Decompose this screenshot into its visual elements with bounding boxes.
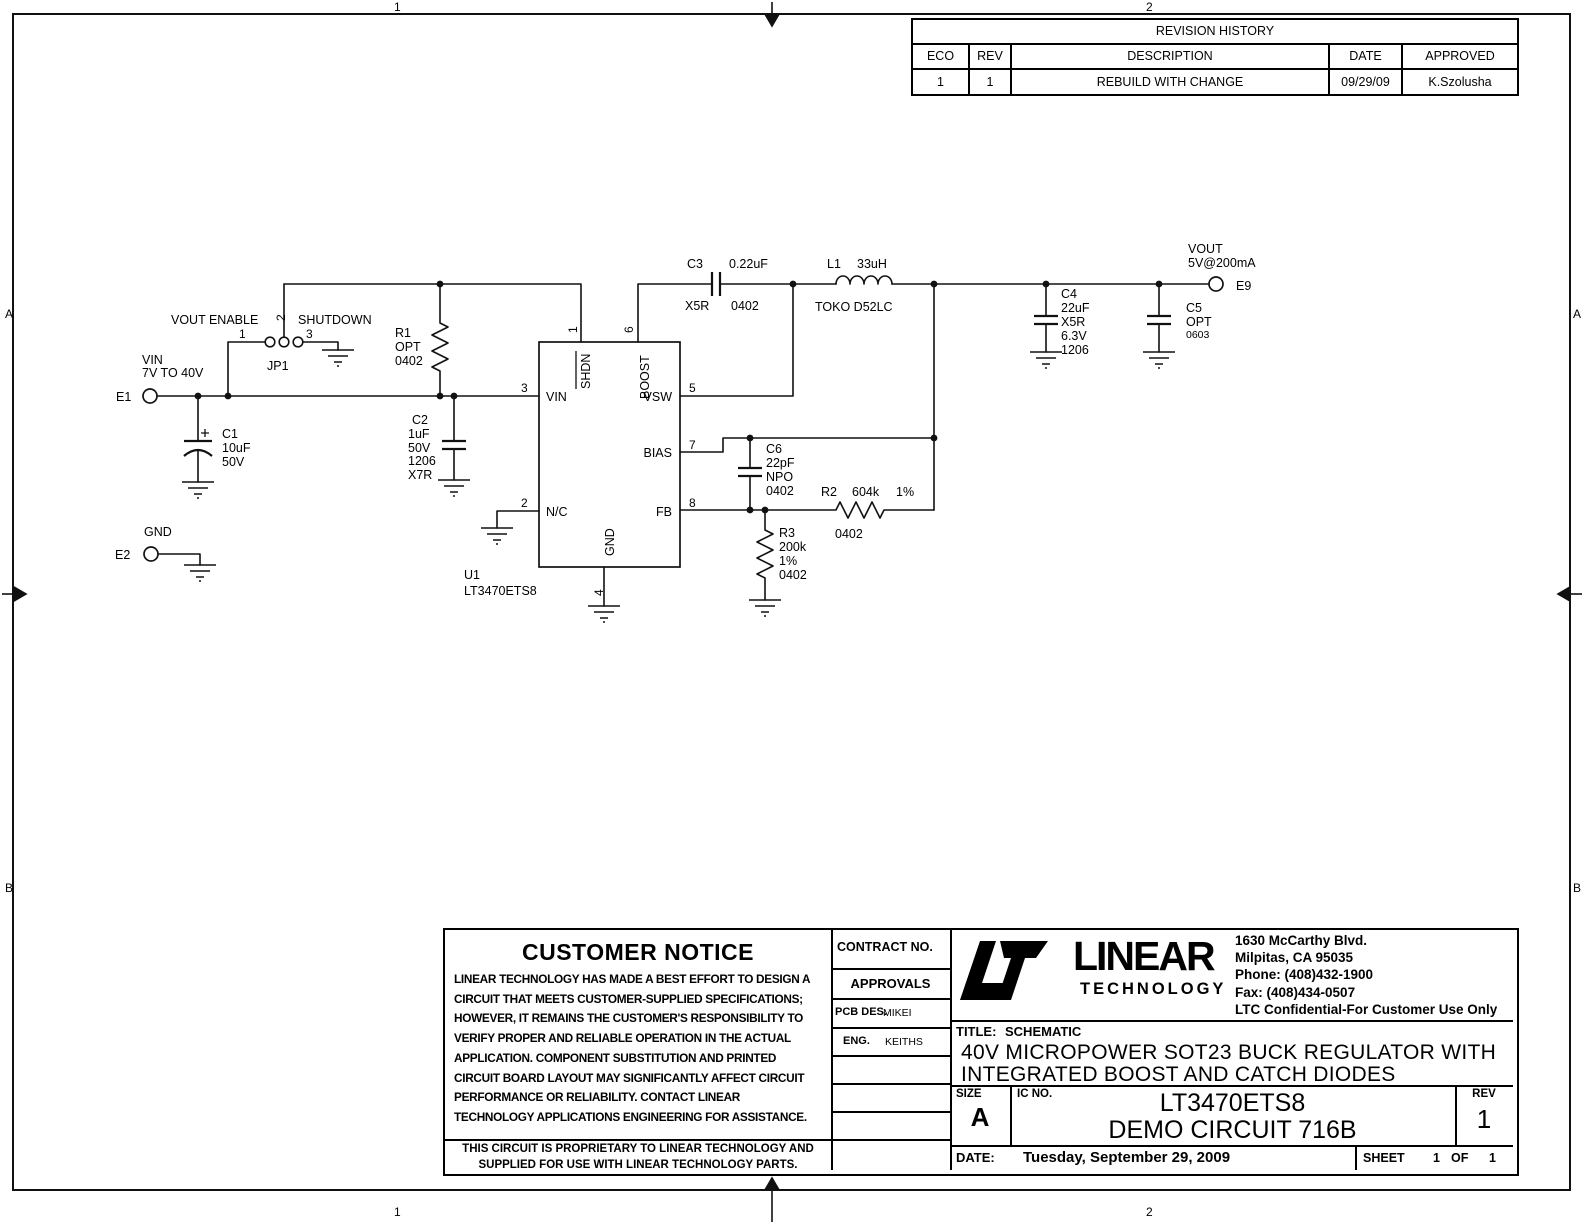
sheet-of-label: OF	[1451, 1151, 1469, 1165]
divider	[831, 1027, 950, 1029]
icno-label: IC NO.	[1017, 1088, 1053, 1100]
pcb-des-value: MIKEI	[883, 1007, 912, 1019]
confidential-note: LTC Confidential-For Customer Use Only	[1235, 1001, 1498, 1017]
u1-pin-gnd-name: GND	[603, 528, 617, 556]
l1-ref-label: L1	[827, 257, 841, 271]
u1-pin-fb-name: FB	[656, 505, 672, 519]
c3-value-label: 0.22uF	[729, 257, 768, 271]
divider	[831, 1055, 950, 1057]
c5-value-label: OPT	[1186, 315, 1212, 329]
divider	[831, 998, 950, 1000]
c2-voltage-label: 50V	[408, 441, 431, 455]
rev-col-rev: REV	[970, 45, 1012, 68]
r2-ref-label: R2	[821, 485, 837, 499]
rev-col-eco: ECO	[913, 45, 970, 68]
notice-line: CIRCUIT THAT MEETS CUSTOMER-SUPPLIED SPECIFICATIONS;	[454, 991, 803, 1006]
c3-package-label: 0402	[731, 299, 759, 313]
divider	[831, 930, 833, 1170]
divider	[831, 1083, 950, 1085]
u1-pin-shdn-num: 1	[566, 326, 580, 333]
r2-value-label: 604k	[852, 485, 880, 499]
e1-range-label: 7V TO 40V	[142, 366, 204, 380]
r2-package-label: 0402	[835, 527, 863, 541]
u1-pin-nc-name: N/C	[546, 505, 568, 519]
e2-signal-label: GND	[144, 525, 172, 539]
r3-ref-label: R3	[779, 526, 795, 540]
u1-pin-gnd-num: 4	[592, 589, 606, 596]
u1-pin-bias-num: 7	[689, 438, 696, 452]
divider	[445, 1139, 831, 1141]
zone-label-right-b: B	[1573, 881, 1582, 895]
divider	[950, 1145, 1513, 1147]
c5-package-label: 0603	[1186, 329, 1210, 341]
c1-value-label: 10uF	[222, 441, 251, 455]
date-value: Tuesday, September 29, 2009	[1023, 1149, 1231, 1166]
divider	[950, 1020, 1513, 1022]
c4-voltage-label: 6.3V	[1061, 329, 1087, 343]
u1-pin-vsw-name: VSW	[643, 390, 672, 404]
c2-dielectric-label: X7R	[408, 468, 433, 482]
c1-plus-icon	[201, 429, 209, 437]
jp1-jumper-pins	[265, 337, 303, 347]
e9-terminal	[1209, 277, 1223, 291]
proprietary-line-1: THIS CIRCUIT IS PROPRIETARY TO LINEAR TECHNOLOGY AND	[462, 1143, 814, 1155]
c1-voltage-label: 50V	[222, 455, 245, 469]
rev-approved-value: K.Szolusha	[1428, 75, 1492, 89]
linear-technology-logo-icon	[958, 936, 1050, 1002]
u1-pin-shdn-name: SHDN	[579, 353, 593, 389]
u1-ref-label: U1	[464, 568, 480, 582]
l1-part-label: TOKO D52LC	[815, 300, 893, 314]
jp1-ref-label: JP1	[267, 359, 289, 373]
l1-value-label: 33uH	[857, 257, 887, 271]
sheet-total: 1	[1489, 1151, 1496, 1165]
brand-address	[1235, 932, 1497, 1018]
r2-tolerance-label: 1%	[896, 485, 915, 499]
e1-terminal	[143, 389, 157, 403]
zone-label-bottom-1: 1	[394, 1205, 401, 1219]
schematic-description-line-1: 40V MICROPOWER SOT23 BUCK REGULATOR WITH	[961, 1041, 1497, 1064]
address-phone: Phone: (408)432-1900	[1235, 967, 1374, 983]
divider	[831, 1111, 950, 1113]
rev-label: REV	[1472, 1088, 1496, 1100]
c6-value-label: 22pF	[766, 456, 795, 470]
jp1-pin2-label: 2	[274, 314, 288, 321]
u1-part-label: LT3470ETS8	[464, 584, 537, 598]
c4-ref-label: C4	[1061, 287, 1077, 301]
notice-line: HOWEVER, IT REMAINS THE CUSTOMER'S RESPONSIBILITY TO	[454, 1011, 804, 1026]
part-number: LT3470ETS8	[1159, 1089, 1306, 1117]
e9-rating-label: 5V@200mA	[1188, 256, 1256, 270]
contract-no-label: CONTRACT NO.	[837, 940, 933, 954]
title-block-assembly	[443, 928, 1519, 1176]
notice-line: APPLICATION. COMPONENT SUBSTITUTION AND PRINTED	[454, 1050, 777, 1065]
divider	[831, 968, 950, 970]
eng-label: ENG.	[843, 1035, 870, 1047]
revision-history-header-row	[913, 45, 1517, 68]
capacitor-plates	[184, 272, 1171, 476]
zone-label-top-1: 1	[394, 0, 401, 14]
c6-ref-label: C6	[766, 442, 782, 456]
address-line-1: 1630 McCarthy Blvd.	[1235, 933, 1368, 948]
ground-icons	[182, 350, 1175, 622]
c2-value-label: 1uF	[408, 427, 430, 441]
zone-label-right-a: A	[1573, 307, 1582, 321]
e2-terminal	[144, 547, 158, 561]
c2-ref-label: C2	[412, 413, 428, 427]
u1-pin-bias-name: BIAS	[643, 446, 672, 460]
proprietary-note	[445, 1142, 831, 1173]
u1-pin-fb-num: 8	[689, 496, 696, 510]
divider	[831, 1139, 950, 1141]
pcb-des-label: PCB DES.	[835, 1006, 887, 1018]
demo-circuit-number: DEMO CIRCUIT 716B	[1108, 1116, 1357, 1144]
rev-col-description: DESCRIPTION	[1012, 45, 1330, 68]
r1-ref-label: R1	[395, 326, 411, 340]
e1-ref-label: E1	[116, 390, 132, 404]
customer-notice-title: CUSTOMER NOTICE	[522, 939, 754, 965]
zone-label-bottom-2: 2	[1146, 1205, 1153, 1219]
size-value: A	[970, 1102, 990, 1132]
c6-package-label: 0402	[766, 484, 794, 498]
rev-value: 1	[1476, 1104, 1492, 1134]
c6-dielectric-label: NPO	[766, 470, 794, 484]
revision-history-table	[911, 18, 1519, 96]
c3-ref-label: C3	[687, 257, 703, 271]
u1-pin-vsw-num: 5	[689, 381, 696, 395]
u1-pin-boost-num: 6	[622, 326, 636, 333]
address-line-2: Milpitas, CA 95035	[1235, 950, 1354, 966]
zone-label-left-a: A	[5, 307, 14, 321]
e2-ref-label: E2	[115, 548, 131, 562]
divider	[1355, 1145, 1357, 1170]
notice-line: LINEAR TECHNOLOGY HAS MADE A BEST EFFORT TO DESIGN A	[454, 972, 811, 986]
c2-package-label: 1206	[408, 454, 436, 468]
e1-signal-label: VIN	[142, 353, 163, 367]
rev-date-value: 09/29/09	[1330, 70, 1403, 94]
jp1-shutdown-label: SHUTDOWN	[298, 313, 372, 327]
e9-signal-label: VOUT	[1188, 242, 1223, 256]
revision-history-data-row	[913, 68, 1517, 94]
u1-pin-vin-name: VIN	[546, 390, 567, 404]
address-fax: Fax: (408)434-0507	[1235, 984, 1356, 1000]
rev-description-value: REBUILD WITH CHANGE	[1012, 70, 1330, 94]
rev-col-approved: APPROVED	[1425, 49, 1495, 63]
r1-value-label: OPT	[395, 340, 421, 354]
sheet-number: 1	[1433, 1151, 1440, 1165]
e9-ref-label: E9	[1236, 279, 1252, 293]
proprietary-line-2: SUPPLIED FOR USE WITH LINEAR TECHNOLOGY PARTS.	[478, 1158, 798, 1171]
rev-col-date: DATE	[1330, 45, 1403, 68]
c1-ref-label: C1	[222, 427, 238, 441]
r3-value-label: 200k	[779, 540, 807, 554]
brand-name: LINEAR	[1073, 933, 1214, 979]
u1-pin-boost-name: BOOST	[638, 355, 652, 399]
zone-label-top-2: 2	[1146, 0, 1153, 14]
schematic-description-line-2: INTEGRATED BOOST AND CATCH DIODES	[961, 1063, 1396, 1086]
sheet-label: SHEET	[1363, 1151, 1405, 1165]
jp1-vout-enable-label: VOUT ENABLE	[171, 313, 259, 327]
jp1-pin1-label: 1	[239, 327, 246, 341]
u1-pin-nc-num: 2	[521, 496, 528, 510]
approvals-title: APPROVALS	[850, 976, 931, 991]
c4-value-label: 22uF	[1061, 301, 1090, 315]
r3-package-label: 0402	[779, 568, 807, 582]
c4-dielectric-label: X5R	[1061, 315, 1086, 329]
notice-line: PERFORMANCE OR RELIABILITY. CONTACT LINEAR	[454, 1090, 741, 1105]
u1-pin-vin-num: 3	[521, 381, 528, 395]
zone-label-left-b: B	[5, 881, 14, 895]
r1-package-label: 0402	[395, 354, 423, 368]
rev-rev-value: 1	[970, 70, 1012, 94]
c3-dielectric-label: X5R	[685, 299, 710, 313]
eng-value: KEITHS	[885, 1036, 923, 1048]
customer-notice-paragraph	[454, 970, 828, 1128]
size-label: SIZE	[956, 1088, 982, 1100]
date-label: DATE:	[956, 1150, 995, 1165]
title-label: TITLE:	[956, 1024, 997, 1039]
jp1-pin3-label: 3	[306, 327, 313, 341]
divider	[950, 930, 952, 1170]
rev-eco-value: 1	[913, 70, 970, 94]
notice-line: TECHNOLOGY APPLICATIONS ENGINEERING FOR ASSISTANCE.	[454, 1109, 807, 1124]
notice-line: VERIFY PROPER AND RELIABLE OPERATION IN THE ACTUAL	[454, 1031, 791, 1046]
notice-line: CIRCUIT BOARD LAYOUT MAY SIGNIFICANTLY AFFECT CIRCUIT	[454, 1070, 805, 1085]
c5-ref-label: C5	[1186, 301, 1202, 315]
brand-subname: TECHNOLOGY	[1080, 980, 1227, 998]
title-value: SCHEMATIC	[1005, 1024, 1082, 1039]
revision-history-title: REVISION HISTORY	[913, 20, 1517, 45]
r3-tolerance-label: 1%	[779, 554, 798, 568]
c4-package-label: 1206	[1061, 343, 1089, 357]
